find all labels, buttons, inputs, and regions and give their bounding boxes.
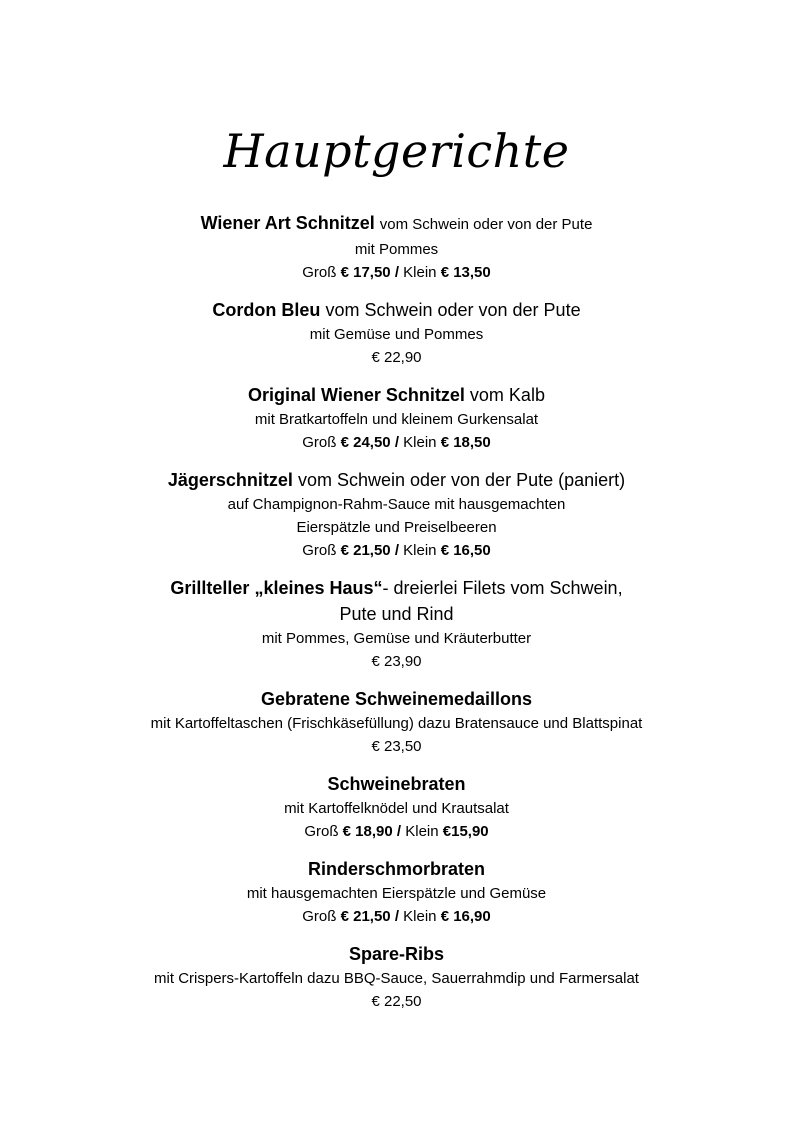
dish-price: Groß € 21,50 / Klein € 16,50 (302, 542, 491, 559)
dish-description: mit Kartoffelknödel und Krautsalat (284, 800, 509, 817)
dish-heading (0, 297, 793, 323)
dish-item (0, 856, 793, 928)
dish-heading (0, 575, 793, 601)
dish-description: Eierspätzle und Preiselbeeren (296, 519, 497, 536)
dish-description: mit Crispers-Kartoffeln dazu BBQ-Sauce, Sauerrahmdip und Farmersalat (154, 970, 639, 987)
dish-item (0, 771, 793, 843)
dish-price: Groß € 18,90 / Klein €15,90 (304, 823, 489, 840)
dish-heading (0, 467, 793, 493)
dish-item (0, 575, 793, 673)
dish-name: Grillteller „kleines Haus“ (170, 578, 383, 598)
dish-subtitle: - dreierlei Filets vom Schwein, (382, 578, 623, 598)
dish-heading (0, 771, 793, 797)
dish-item (0, 686, 793, 758)
dish-description: mit hausgemachten Eierspätzle und Gemüse (246, 885, 547, 902)
dish-subtitle: vom Schwein oder von der Pute (paniert) (297, 470, 626, 490)
dish-heading (0, 210, 793, 238)
dish-name: Schweinebraten (327, 774, 466, 794)
dish-subtitle: vom Schwein oder von der Pute (379, 216, 593, 233)
dish-name: Wiener Art Schnitzel (200, 213, 375, 233)
dish-item (0, 941, 793, 1013)
dish-price: € 23,50 (371, 738, 422, 755)
dish-price: € 22,50 (371, 993, 422, 1010)
dish-subtitle: vom Kalb (469, 385, 545, 405)
dish-name: Original Wiener Schnitzel (248, 385, 465, 405)
dish-name: Jägerschnitzel (167, 470, 293, 490)
dish-name: Cordon Bleu (212, 300, 321, 320)
dish-name: Gebratene Schweinemedaillons (260, 689, 533, 709)
dish-name: Spare-Ribs (348, 944, 445, 964)
dish-item (0, 382, 793, 454)
dish-price: Groß € 24,50 / Klein € 18,50 (302, 434, 491, 451)
dish-item (0, 210, 793, 284)
dish-price: Groß € 21,50 / Klein € 16,90 (302, 908, 491, 925)
dish-subtitle: vom Schwein oder von der Pute (325, 300, 581, 320)
dish-description: mit Gemüse und Pommes (309, 326, 484, 343)
dish-price: Groß € 17,50 / Klein € 13,50 (302, 264, 491, 281)
dish-description: mit Pommes (354, 241, 439, 258)
dish-heading (0, 941, 793, 967)
dish-name: Rinderschmorbraten (307, 859, 486, 879)
dish-description: mit Kartoffeltaschen (Frischkäsefüllung) dazu Bratensauce und Blattspinat (150, 715, 643, 732)
dish-description: auf Champignon-Rahm-Sauce mit hausgemachten (227, 496, 566, 513)
dish-price: € 22,90 (371, 349, 422, 366)
dish-item (0, 467, 793, 562)
dish-subtitle-continued: Pute und Rind (339, 604, 454, 624)
dish-heading (0, 856, 793, 882)
dish-heading (0, 686, 793, 712)
dish-heading (0, 382, 793, 408)
dish-description: mit Pommes, Gemüse und Kräuterbutter (261, 630, 532, 647)
dish-item (0, 297, 793, 369)
dish-description: mit Bratkartoffeln und kleinem Gurkensalat (254, 411, 539, 428)
page-title: Hauptgerichte (223, 123, 570, 178)
menu-list (0, 210, 793, 1026)
dish-price: € 23,90 (371, 653, 422, 670)
